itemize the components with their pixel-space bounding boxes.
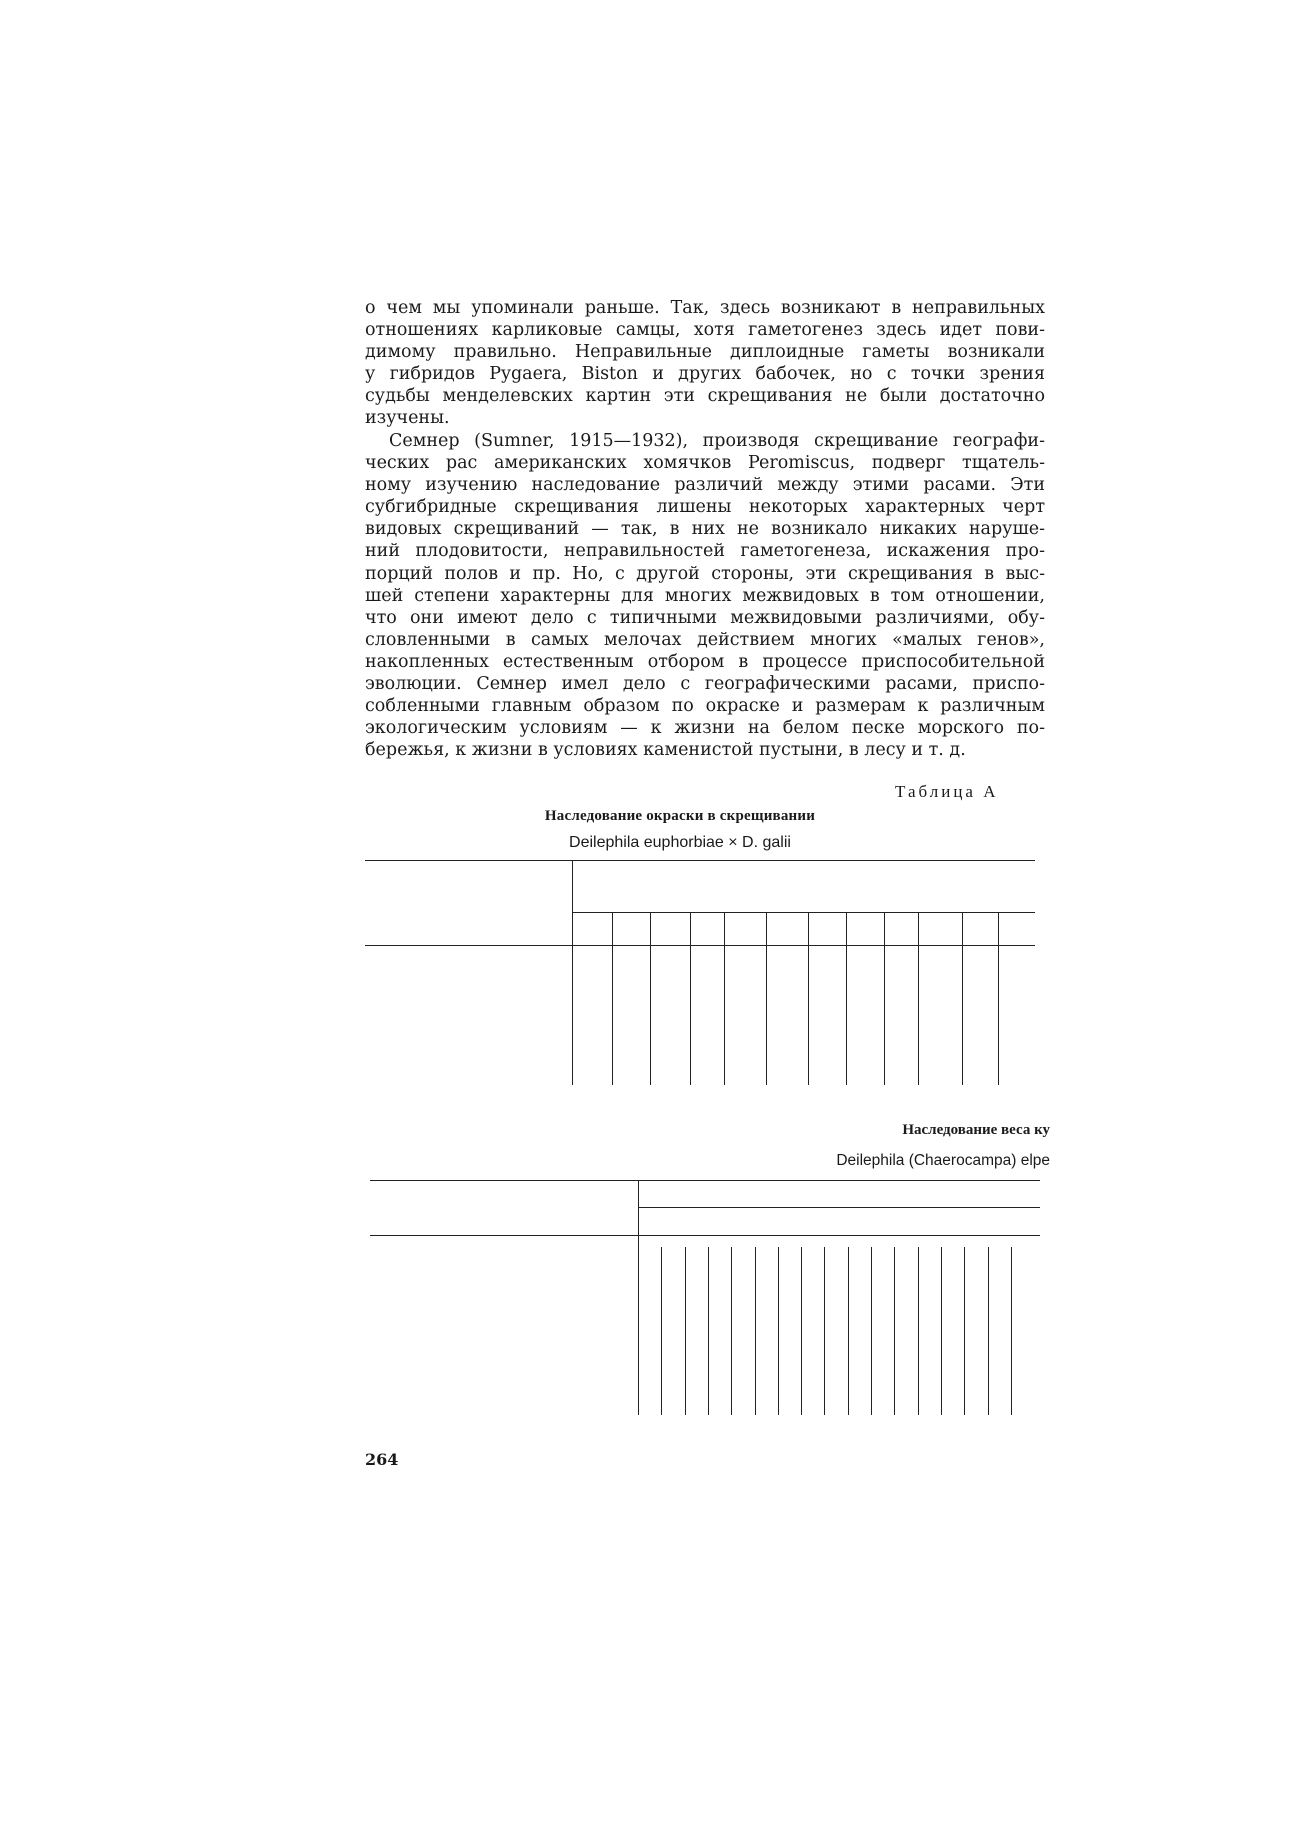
text-line: Семнер (Sumner, 1915—1932), производя скрещивание географи-	[389, 431, 1045, 451]
table-b-title: Наследование веса ку	[902, 1122, 1050, 1138]
text-line: у гибридов Pygaera, Biston и других бабочек, но с точки зрения	[365, 364, 1045, 385]
text-line: бережья, к жизни в условиях каменистой пустыни, в лесу и т. д.	[365, 740, 966, 761]
column-rule	[962, 912, 963, 1085]
column-rule	[685, 1247, 686, 1415]
text-line: ческих рас американских хомячков Peromiscus, подверг тщатель-	[365, 453, 1045, 474]
text-line: словленными в самых мелочах действием многих «малых генов»,	[365, 629, 1045, 650]
column-rule	[661, 1247, 662, 1415]
text-line: что они имеют дело с типичными межвидовыми различиями, обу-	[365, 607, 1045, 628]
column-rule	[650, 912, 651, 1085]
text-line: димому правильно. Неправильные диплоидные гаметы возникали	[365, 342, 1045, 363]
column-rule	[846, 912, 847, 1085]
header-bottom-rule	[365, 945, 1035, 946]
text-line: изучены.	[365, 408, 450, 429]
text-line: порций полов и пр. Но, с другой стороны, эти скрещивания в выс-	[365, 563, 1045, 584]
column-rule	[998, 912, 999, 1085]
column-rule	[612, 912, 613, 1085]
column-rule	[808, 912, 809, 1085]
table-top-rule	[365, 860, 1035, 861]
page-number: 264	[365, 1450, 399, 1469]
table-b-subtitle: Deilephila (Chaerocampa) elpe	[836, 1152, 1050, 1169]
table-top-rule	[370, 1180, 1040, 1181]
group-header-rule	[572, 912, 1035, 913]
column-rule	[801, 1247, 802, 1415]
text-line: накопленных естественным отбором в процессе приспособительной	[365, 651, 1045, 672]
column-rule	[690, 912, 691, 1085]
text-line: ному изучению наследование различий между этими расами. Эти	[365, 475, 1045, 496]
paragraph-sumner	[365, 430, 1045, 761]
column-rule	[988, 1247, 989, 1415]
column-rule	[778, 1247, 779, 1415]
column-rule	[1011, 1247, 1012, 1415]
column-rule	[766, 912, 767, 1085]
text-line: шей степени характерны для многих межвидовых в том отношении,	[365, 585, 1045, 606]
column-rule	[941, 1247, 942, 1415]
column-rule	[731, 1247, 732, 1415]
group-header-rule	[638, 1207, 1040, 1208]
text-line: судьбы менделевских картин эти скрещивания не были достаточно	[365, 386, 1045, 407]
text-line: о чем мы упоминали раньше. Так, здесь возникают в неправильных	[365, 298, 1045, 318]
text-line: ний плодовитости, неправильностей гаметогенеза, искажения про-	[365, 541, 1045, 562]
text-line: экологическим условиям — к жизни на белом песке морского по-	[365, 718, 1045, 739]
column-rule	[871, 1247, 872, 1415]
table-a-title: Наследование окраски в скрещивании	[544, 808, 816, 824]
column-rule	[708, 1247, 709, 1415]
column-rule	[918, 912, 919, 1085]
column-rule	[824, 1247, 825, 1415]
text-line: отношениях карликовые самцы, хотя гаметогенез здесь идет пови-	[365, 320, 1045, 341]
column-rule	[918, 1247, 919, 1415]
table-a-subtitle: Deilephila euphorbiae × D. galii	[569, 834, 791, 851]
column-rule	[884, 912, 885, 1085]
column-rule	[755, 1247, 756, 1415]
paragraph-continuation	[365, 297, 1045, 430]
column-rule	[572, 860, 573, 1085]
column-rule	[964, 1247, 965, 1415]
text-line: видовых скрещиваний — так, в них не возникало никаких наруше-	[365, 519, 1045, 540]
text-line: эволюции. Семнер имел дело с географическими расами, приспо-	[365, 674, 1045, 695]
text-line: субгибридные скрещивания лишены некоторых характерных черт	[365, 497, 1045, 518]
header-bottom-rule	[370, 1235, 1040, 1236]
table-a-label: Таблица А	[895, 782, 999, 801]
text-line: собленными главным образом по окраске и размерам к различным	[365, 696, 1045, 717]
column-rule	[894, 1247, 895, 1415]
column-rule	[848, 1247, 849, 1415]
label-column-rule	[638, 1180, 639, 1415]
column-rule	[724, 912, 725, 1085]
